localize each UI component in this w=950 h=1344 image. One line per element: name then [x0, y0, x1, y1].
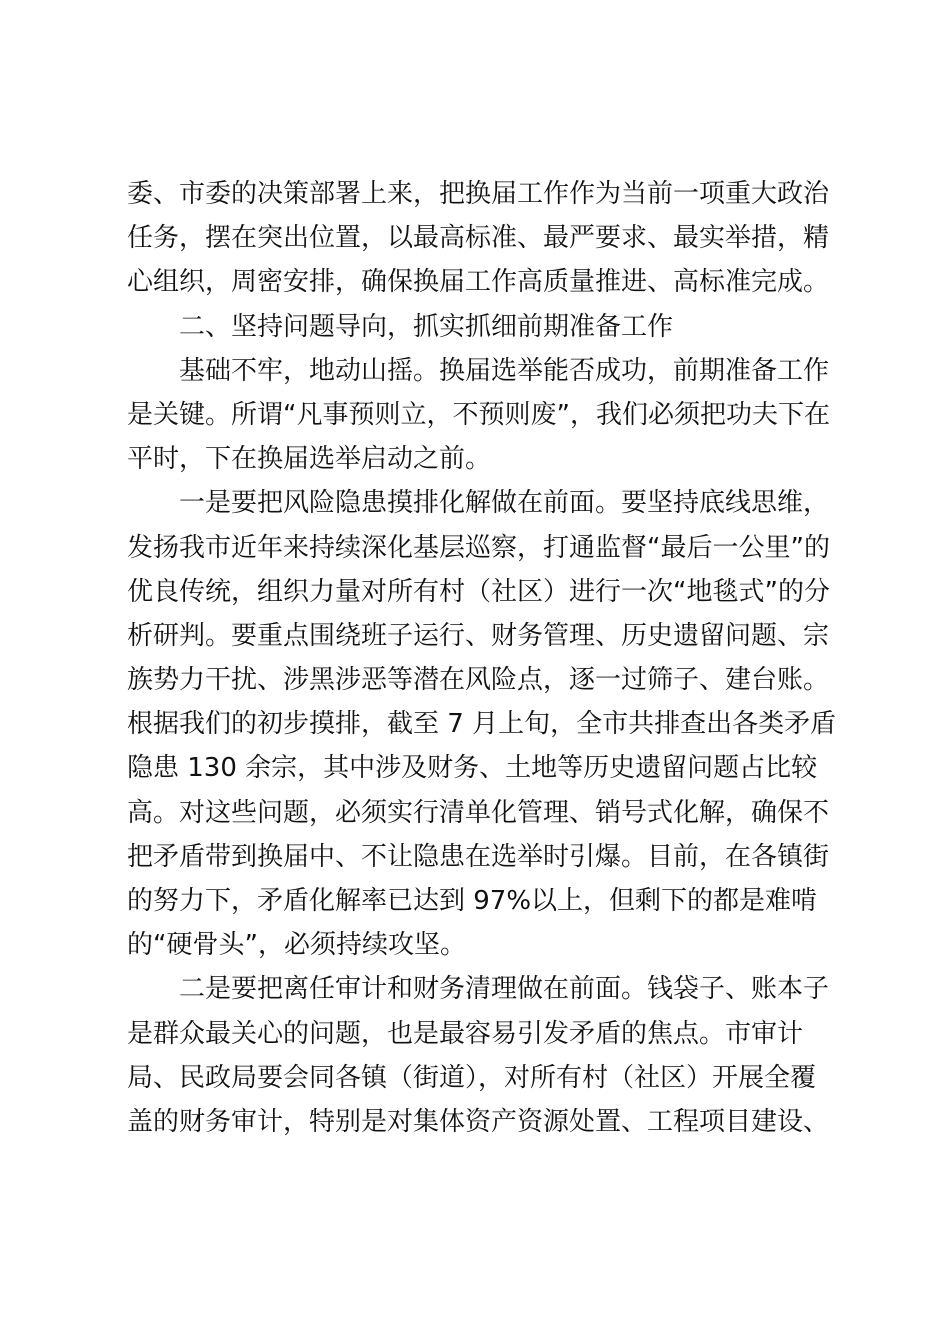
body-line: 盖的财务审计，特别是对集体资产资源处置、工程项目建设、	[127, 1106, 830, 1137]
body-line: 发扬我市近年来持续深化基层巡察，打通监督“最后一公里”的	[127, 532, 830, 563]
document-body	[127, 172, 837, 1144]
paragraph-first-line: 基础不牢，地动山摇。换届选举能否成功，前期准备工作	[179, 355, 830, 386]
body-line: 是关键。所谓“凡事预则立，不预则废”，我们必须把功夫下在	[127, 399, 830, 430]
body-line: 优良传统，组织力量对所有村（社区）进行一次“地毯式”的分	[127, 576, 830, 607]
body-line: 高。对这些问题，必须实行清单化管理、销号式化解，确保不	[127, 797, 830, 828]
body-line: 析研判。要重点围绕班子运行、财务管理、历史遗留问题、宗	[127, 620, 830, 651]
paragraph-first-line: 一是要把风险隐患摸排化解做在前面。要坚持底线思维，	[179, 488, 830, 519]
body-line: 是群众最关心的问题，也是最容易引发矛盾的焦点。市审计	[127, 1018, 804, 1049]
body-line: 局、民政局要会同各镇（街道），对所有村（社区）开展全覆	[127, 1062, 817, 1093]
body-line: 平时，下在换届选举启动之前。	[127, 444, 492, 475]
body-line: 族势力干扰、涉黑涉恶等潜在风险点，逐一过筛子、建台账。	[127, 665, 830, 696]
body-line: 任务，摆在突出位置，以最高标准、最严要求、最实举措，精	[127, 223, 830, 254]
paragraph-first-line: 二是要把离任审计和财务清理做在前面。钱袋子、账本子	[179, 974, 830, 1005]
body-line: 心组织，周密安排，确保换届工作高质量推进、高标准完成。	[127, 267, 830, 298]
body-line: 的努力下，矛盾化解率已达到 97%以上，但剩下的都是难啃	[127, 886, 818, 916]
body-line: 根据我们的初步摸排，截至 7 月上旬，全市共排查出各类矛盾	[127, 709, 837, 740]
section-heading: 二、坚持问题导向，抓实抓细前期准备工作	[179, 311, 674, 342]
body-line: 委、市委的决策部署上来，把换届工作作为当前一项重大政治	[127, 179, 830, 209]
body-line: 把矛盾带到换届中、不让隐患在选举时引爆。目前，在各镇街	[127, 841, 830, 872]
body-line: 隐患 130 余宗，其中涉及财务、土地等历史遗留问题占比较	[127, 753, 818, 784]
body-line: 的“硬骨头”，必须持续攻坚。	[127, 930, 466, 961]
